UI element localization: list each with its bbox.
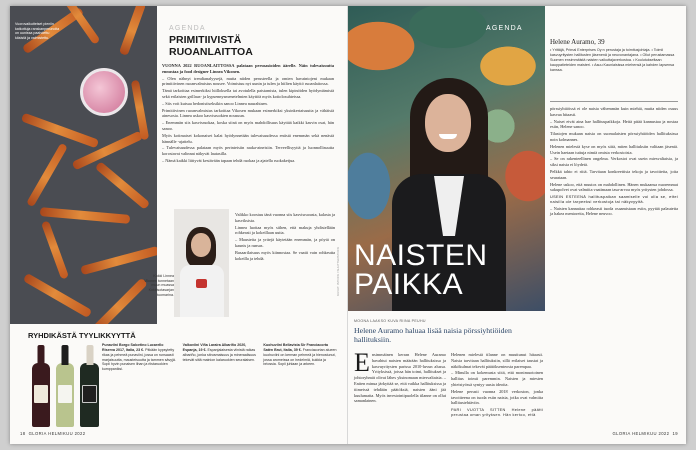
page-footer	[613, 431, 678, 436]
right-page	[348, 6, 686, 444]
body-paragraph: – Olen nähnyt trendianalyysejä, mutta niiden perusteella ja omien havaintojeni mukaan primitiivinen ruoanvalmistus nousee. Voimistuu nyt uunin ja tulen ja hiilten käyttö ruoanlaitossa.	[162, 75, 334, 87]
wine-descriptions	[102, 343, 338, 372]
portrait-photo	[348, 6, 545, 311]
magazine-spread	[10, 6, 686, 444]
body-paragraph: Primitiivinen ruoanvalmistus tarkoittaa Vikosen mukaan esimerkiksi yksinkertaisuutta ja vähäisiä ainesosia. Linnea uskoo kasvisruokien nousuun.	[162, 107, 334, 119]
body-paragraph: – Enemmän siis kasvisruokaa, koska siinä on myös mahdollisuus käyttää kaikki kasvin osat, hän sanoo.	[162, 120, 334, 131]
agenda-label: AGENDA	[486, 25, 523, 32]
article-column-3	[550, 106, 678, 218]
body-paragraph: Helene uskoo, että muutos on mahdollinen. Hänen mukaansa nuoremmat sukupolvet ovat valmiita vaatimaan tasa-arvoa myös yritysten johdossa.	[550, 181, 678, 193]
body-paragraph: Helene perusti vuonna 2018 verkoston, jonka tavoitteena on tuoda esiin naisia, jotka ovat valmiita hallitustehtäviin.	[451, 388, 543, 406]
article-title: PRIMITIIVISTÄ RUOANLAITTOA	[169, 34, 253, 58]
body-paragraph: – Tulevaisuudessa palataan myös perinteisiin raaka-aineisiin. Terveellisyyttä ja luonnollisuutta korostavat valinnat näkyvät lautasilla.	[162, 145, 334, 157]
body-paragraph: Valikko koostuu tänä vuonna siis kasvisruoasta, kalasta ja kasviksista.	[235, 212, 335, 223]
red-wine-bottle	[32, 363, 50, 427]
body-paragraph: Linnea luottaa myös siihen, että makuja yhdistellään rohkeasti ja kokeillaan uutta.	[235, 224, 335, 236]
body-paragraph: – Naiset eivät aina hae hallituspaikkoja. Heitä pitää kannustaa ja nostaa esiin, Helene sanoo.	[550, 118, 678, 130]
article-column-2	[451, 352, 543, 419]
wine-description: Punaviini Borgo Salcetino Lucarello Riserva 2017, Italia, 23 €. Pitkään kypsytetty rikas ja pehmeä punaviini, jossa on runsaasti marjaisuutta, mausteisuutta ja tammen sävyjä. Sopii hyvin punaisen lihan ja riistaruokien kumppaniksi.	[102, 343, 176, 372]
article-body	[162, 63, 334, 165]
article-deck: Helene Auramo haluaa lisää naisia pörssiyhtiöiden hallituksiin.	[354, 326, 512, 345]
left-page	[10, 6, 348, 444]
body-paragraph: – Nämä kaikki liittyvät kestävään tapaan tehdä ruokaa ja ajatella ruokaketjua.	[162, 157, 296, 163]
body-paragraph: Myös kotimaiset kokonaiset kalat hyödynnetään tulevaisuudessa entistä enemmän sekä nenästä hännälle -ajattelu.	[162, 132, 334, 144]
wine-description: Valkoviini Viña Laraira Albariño 2020, Espanja, 19 €. Espanjalaisesta viinistä raikas albariño, jonka sitrusmaisuus ja mineraalisuus tekevät siitä mainion kalaruokien seuralaisen.	[182, 343, 256, 362]
page-number: 18	[20, 431, 26, 436]
wine-section-title: RYHDIKÄSTÄ TYYLIKKYYTTÄ	[28, 331, 136, 340]
chef-caption: Kokki Linnea Vikonen tunnetaan muun muassa Kokkisotasarjan tuomarina.	[144, 274, 174, 297]
divider	[550, 101, 678, 102]
body-paragraph: pörssiyhtiöissä ei ole naisia vähemmän kuin miehiä, mutta niiden osuus kasvaa hitaasti.	[550, 106, 678, 117]
body-paragraph: PARI VUOTTA SITTEN Helene päätti perustaa oman yrityksen. Hän kertoo, että	[451, 407, 543, 418]
article-title: NAISTEN PAIKKA	[354, 239, 488, 301]
sidebar-bio: • Yrittäjä, Primal Enterprises Oy:n perustaja ja toimitusjohtaja. • Toimii kasvuyritysten hallitusten jäsenenä ja neuvonantajana. • Ollut perustamassa Suomen ensimmäistä naisten vaikuttajaverkostoa. • Koulutukseltaan kauppatieteiden maisteri. • Asuu Kauniaisissa miehensä ja kahden lapsensa kanssa.	[550, 48, 675, 72]
page-footer	[20, 431, 85, 436]
wine-description: Kuohuviini Bellavista Sir Franciacorta Satèn Brut, Italia, 39 €. Franciacortan alueen kuohuviini on kerman pehmeä ja hienostunut, jossa aromeissa on hedelmiä, kukkia ja briossia. Sopii juhlaan ja arkeen.	[263, 343, 337, 367]
dip-bowl	[80, 68, 128, 116]
article-lead: VUONNA 2022 RUOANLAITTOSSA palataan perusasioiden äärelle. Näin tulevaisuutta ennustaa ja food designer Linnea Vikonen.	[162, 63, 334, 74]
body-paragraph: Tilastojen mukaan naisia on suomalaisten pörssiyhtiöiden hallituksissa noin kolmannes.	[550, 131, 678, 142]
body-paragraph: Helenen mielestä tilanne on muuttunut hitaasti. Naisia tarvitaan hallituksiin, sillä erilaiset taustat ja näkökulmat tekevät päätöksenteosta parempaa.	[451, 352, 543, 369]
food-photo	[10, 6, 157, 324]
photo-caption: Vuorovaikutteiset pieniin katkottuja ranskanperunoita on uunissa paahdettu käsistä ja valmistettu.	[15, 22, 60, 41]
body-paragraph: – Naisten kannattaa rohkeasti tuoda osaamistaan esiin, pyytää palautetta ja hakea mentoreita, Helene neuvoo.	[550, 205, 678, 217]
byline: MOONA LAAKSO KUVA RIINA PEUHU	[354, 319, 426, 323]
body-paragraph: – Mausteita ja yrttejä käytetään enemmän, ja pöytä on kaunis ja runsas.	[235, 237, 335, 248]
white-wine-bottle	[56, 363, 74, 427]
chef-photo	[174, 209, 229, 317]
body-paragraph: Pelkkä tahto ei riitä. Tarvitaan konkreettisia tekoja ja tavoitteita, joita seurataan.	[550, 168, 678, 180]
body-paragraph: Helenen mielestä kyse on myös siitä, miten hallituksiin valitaan jäseniä. Usein haetaan tuttuja nimiä omista verkostoista.	[550, 143, 678, 155]
article-body-continued	[235, 212, 335, 262]
article-column-1: E nsimmäinen kerran Helene Auramo havahtui naisten määrään hallituksissa ja kasvuyritysten parissa 2010-luvun alussa. Yrityksissä, joissa hän toimi, hallitukset ja johtoryhmät olivat lähes yksinomaan miesvaltaisia. – Eniten minua järkyttää se, että vaikka hallituksissa ja tiimeissä tehdään päätöksiä, naisten ääni jää kuulumatta. Myös investointipuolella tilanne on ollut samanlainen.	[354, 348, 446, 404]
body-paragraph: Tämä tarkoittaa esimerkiksi hiilloksella tai avotulella paistamista, tulen kipinöiden hyödyntämistä sekä erilaisten grillaus- ja kypsennysmenetelmien käyttöä myös kotiolosuhteissa.	[162, 88, 334, 99]
sidebar-name: Helene Auramo, 39	[550, 38, 605, 46]
agenda-label: AGENDA	[169, 25, 206, 32]
photo-credit: KUVAT: ISTOCK / SHUTTERSTOCK	[336, 247, 340, 296]
body-paragraph: – Se on rakenteellinen ongelma. Verkostot ovat usein miesvaltaisia, ja siksi naisia ei löydetä.	[550, 156, 678, 168]
body-paragraph: – Minulla on kokemusta siitä, että monimuotoinen hallitus toimii paremmin. Naisten ja miesten yhteistyössä syntyy uusia ideoita.	[451, 370, 543, 387]
page-number: 19	[672, 431, 678, 436]
body-paragraph: Basaarilaisuus myös kiinnostaa. Se vaatii vain rohkeutta kokeilla ja tehdä.	[235, 249, 335, 261]
sparkling-wine-bottle	[80, 363, 99, 427]
body-paragraph: USEIN ESTEENÄ hallituspaikan saamiselle voi olla se, ettei naisilla ole tarpeeksi verkostoja tai näkyvyyttä.	[550, 194, 678, 205]
publication-name: GLORIA HELMIKUU 2022	[28, 431, 86, 436]
drop-cap: E	[354, 348, 370, 377]
publication-name: GLORIA HELMIKUU 2022	[612, 431, 670, 436]
body-paragraph: – Siis voit kutsua hedonistiseksikin sanoo Linnea naurahtaen.	[162, 100, 268, 106]
